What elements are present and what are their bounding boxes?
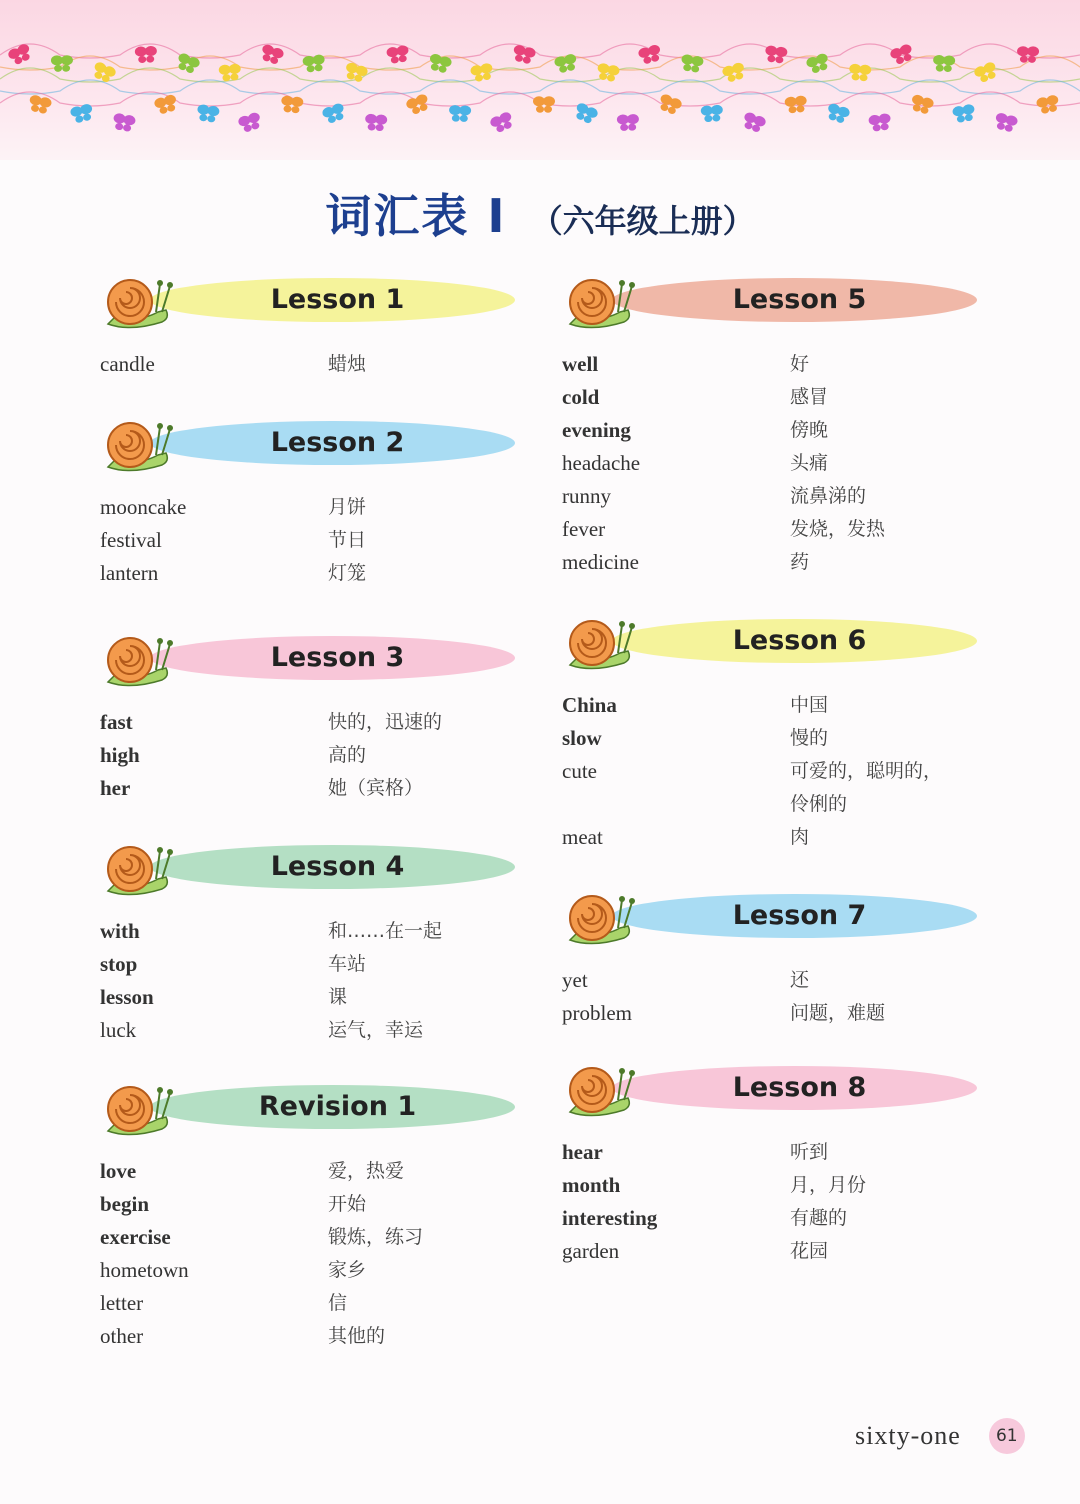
vocab-row	[562, 722, 1002, 755]
english-word: fever	[562, 517, 606, 541]
left-column	[100, 260, 540, 1353]
lesson-section	[100, 827, 540, 1047]
english-word: problem	[562, 1001, 632, 1025]
english-word: lesson	[100, 985, 154, 1009]
title-main: 词汇表 I	[325, 189, 507, 243]
word-list	[562, 340, 1002, 579]
word-list	[100, 1147, 540, 1353]
english-word: begin	[100, 1192, 150, 1216]
snail-icon	[100, 829, 180, 905]
vocab-row	[100, 524, 540, 557]
vocab-row	[100, 772, 540, 805]
english-word: her	[100, 776, 131, 800]
english-word: runny	[562, 484, 611, 508]
vocab-row	[100, 706, 540, 739]
lesson-section	[100, 1067, 540, 1353]
snail-icon	[100, 405, 180, 481]
lesson-section	[562, 1048, 1002, 1268]
vocab-row	[562, 348, 1002, 381]
lesson-header	[100, 827, 540, 907]
vocab-row	[562, 997, 1002, 1030]
vocab-row	[562, 1136, 1002, 1169]
vocab-row	[100, 348, 540, 381]
page-word: sixty-one	[855, 1421, 961, 1450]
english-word: well	[562, 352, 599, 376]
lesson-section	[100, 618, 540, 805]
vocab-row	[562, 1235, 1002, 1268]
lesson-header	[562, 876, 1002, 956]
english-word: stop	[100, 952, 138, 976]
chinese-meaning: 爱，热爱	[328, 1160, 405, 1182]
lesson-title: Lesson 4	[270, 851, 405, 882]
english-word: with	[100, 919, 140, 943]
chinese-meaning: 运气，幸运	[328, 1019, 424, 1041]
vocab-row	[100, 1014, 540, 1047]
lesson-header	[100, 403, 540, 483]
chinese-meaning: 可爱的，聪明的， 伶俐的	[790, 760, 943, 815]
chinese-meaning: 家乡	[328, 1259, 367, 1281]
english-word: candle	[100, 352, 155, 376]
english-word: yet	[562, 968, 588, 992]
chinese-meaning: 慢的	[790, 727, 829, 749]
english-word: hear	[562, 1140, 603, 1164]
lesson-section	[562, 601, 1002, 854]
right-column	[562, 260, 1002, 1268]
vocab-row	[562, 414, 1002, 447]
vocab-row	[100, 491, 540, 524]
vocab-row	[100, 1155, 540, 1188]
chinese-meaning: 节日	[328, 529, 367, 551]
english-word: lantern	[100, 561, 159, 585]
lesson-title: Lesson 7	[732, 900, 867, 931]
chinese-meaning: 快的，迅速的	[328, 711, 443, 733]
lesson-section	[562, 260, 1002, 579]
vocab-row	[100, 1320, 540, 1353]
english-word: evening	[562, 418, 631, 442]
vocab-row	[100, 739, 540, 772]
page-number: 61	[989, 1418, 1025, 1454]
snail-icon	[562, 262, 642, 338]
lesson-header	[100, 260, 540, 340]
chinese-meaning: 肉	[790, 826, 810, 848]
vocab-row	[562, 546, 1002, 579]
page-title	[0, 180, 1080, 246]
vocab-row	[100, 1188, 540, 1221]
chinese-meaning: 流鼻涕的	[790, 485, 867, 507]
chinese-meaning: 月，月份	[790, 1174, 867, 1196]
english-word: hometown	[100, 1258, 189, 1282]
vocab-row	[562, 1169, 1002, 1202]
chinese-meaning: 月饼	[328, 496, 367, 518]
vocab-row	[562, 1202, 1002, 1235]
chinese-meaning: 还	[790, 969, 810, 991]
word-list	[562, 1128, 1002, 1268]
chinese-meaning: 和……在一起	[328, 920, 443, 942]
vocab-row	[562, 480, 1002, 513]
title-sub: （六年级上册）	[530, 202, 755, 240]
lesson-section	[100, 403, 540, 590]
english-word: luck	[100, 1018, 137, 1042]
english-word: cute	[562, 759, 597, 783]
chinese-meaning: 信	[328, 1292, 348, 1314]
lesson-header	[562, 1048, 1002, 1128]
word-list	[100, 483, 540, 590]
vocab-row	[100, 1221, 540, 1254]
chinese-meaning: 傍晚	[790, 419, 829, 441]
chinese-meaning: 感冒	[790, 386, 829, 408]
vocab-row	[562, 689, 1002, 722]
english-word: medicine	[562, 550, 639, 574]
vocab-row	[562, 381, 1002, 414]
chinese-meaning: 灯笼	[328, 562, 367, 584]
english-word: festival	[100, 528, 162, 552]
chinese-meaning: 她（宾格）	[328, 777, 424, 799]
english-word: other	[100, 1324, 144, 1348]
vocab-row	[100, 1287, 540, 1320]
lesson-title: Lesson 1	[270, 284, 405, 315]
chinese-meaning: 中国	[790, 694, 829, 716]
lesson-title: Lesson 6	[732, 625, 867, 656]
vocab-row	[562, 447, 1002, 480]
english-word: slow	[562, 726, 602, 750]
vocab-row	[562, 755, 1002, 821]
english-word: month	[562, 1173, 621, 1197]
vocab-row	[100, 915, 540, 948]
word-list	[100, 340, 540, 381]
chinese-meaning: 有趣的	[790, 1207, 848, 1229]
snail-icon	[100, 1069, 180, 1145]
vocab-row	[100, 981, 540, 1014]
chinese-meaning: 其他的	[328, 1325, 386, 1347]
vocab-row	[100, 557, 540, 590]
english-word: letter	[100, 1291, 144, 1315]
word-list	[562, 681, 1002, 854]
english-word: exercise	[100, 1225, 171, 1249]
chinese-meaning: 听到	[790, 1141, 829, 1163]
english-word: fast	[100, 710, 133, 734]
page-footer	[855, 1418, 1025, 1454]
chinese-meaning: 发烧，发热	[790, 518, 886, 540]
vocab-row	[100, 1254, 540, 1287]
chinese-meaning: 锻炼，练习	[328, 1226, 424, 1248]
english-word: cold	[562, 385, 600, 409]
lesson-header	[562, 601, 1002, 681]
chinese-meaning: 高的	[328, 744, 367, 766]
word-list	[562, 956, 1002, 1030]
snail-icon	[100, 262, 180, 338]
english-word: high	[100, 743, 140, 767]
chinese-meaning: 课	[328, 986, 348, 1008]
lesson-title: Revision 1	[258, 1091, 417, 1122]
word-list	[100, 907, 540, 1047]
vocab-row	[562, 964, 1002, 997]
chinese-meaning: 药	[790, 551, 810, 573]
lesson-section	[562, 876, 1002, 1030]
english-word: headache	[562, 451, 641, 475]
chinese-meaning: 问题，难题	[790, 1002, 886, 1024]
chinese-meaning: 花园	[790, 1240, 829, 1262]
butterfly-banner	[0, 0, 1080, 160]
lesson-title: Lesson 5	[732, 284, 867, 315]
snail-icon	[562, 603, 642, 679]
english-word: garden	[562, 1239, 620, 1263]
english-word: mooncake	[100, 495, 187, 519]
lesson-header	[562, 260, 1002, 340]
snail-icon	[562, 878, 642, 954]
lesson-header	[100, 618, 540, 698]
chinese-meaning: 开始	[328, 1193, 367, 1215]
english-word: China	[562, 693, 617, 717]
snail-icon	[562, 1050, 642, 1126]
lesson-title: Lesson 3	[270, 642, 405, 673]
snail-icon	[100, 620, 180, 696]
lesson-header	[100, 1067, 540, 1147]
english-word: interesting	[562, 1206, 658, 1230]
vocab-row	[562, 821, 1002, 854]
butterfly-icon	[0, 0, 1080, 160]
vocab-row	[562, 513, 1002, 546]
lesson-title: Lesson 8	[732, 1072, 867, 1103]
vocab-row	[100, 948, 540, 981]
english-word: love	[100, 1159, 137, 1183]
chinese-meaning: 车站	[328, 953, 367, 975]
lesson-section	[100, 260, 540, 381]
chinese-meaning: 蜡烛	[328, 353, 367, 375]
english-word: meat	[562, 825, 603, 849]
word-list	[100, 698, 540, 805]
chinese-meaning: 好	[790, 353, 810, 375]
chinese-meaning: 头痛	[790, 452, 829, 474]
lesson-title: Lesson 2	[270, 427, 405, 458]
